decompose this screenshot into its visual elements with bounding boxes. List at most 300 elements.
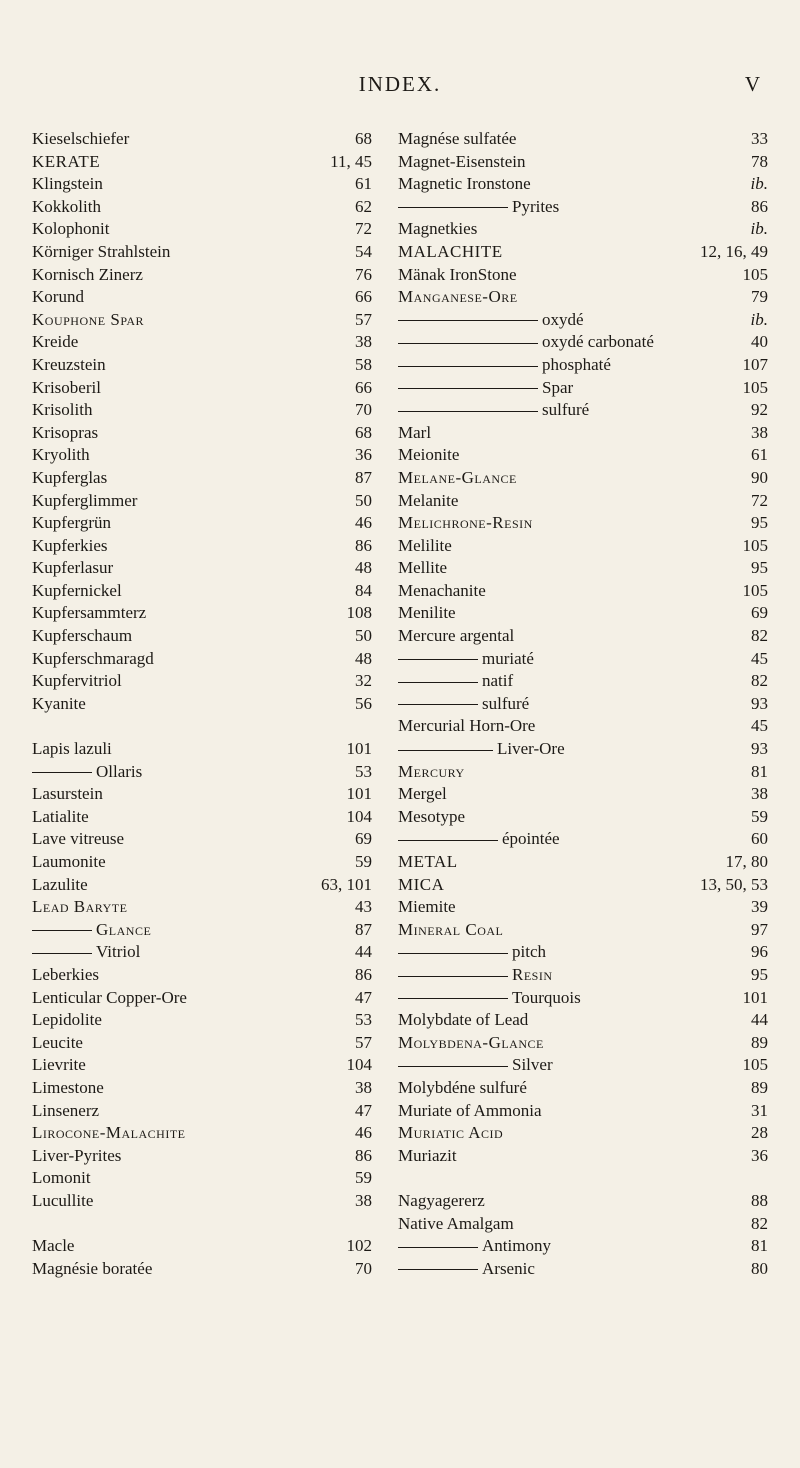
- index-entry: [398, 851, 768, 874]
- entry-term-text: Mercure argental: [398, 626, 515, 646]
- entry-page: 53: [355, 1010, 372, 1030]
- entry-term: [32, 1009, 102, 1032]
- index-entry: [32, 1054, 372, 1077]
- entry-page: 44: [355, 942, 372, 962]
- ditto-dash: [32, 953, 92, 954]
- entry-page: 28: [751, 1123, 768, 1143]
- entry-term-text: Native Amalgam: [398, 1213, 514, 1233]
- entry-term: [398, 1009, 528, 1032]
- entry-page: 97: [751, 919, 768, 939]
- entry-page: 81: [751, 1236, 768, 1256]
- entry-term: [398, 1077, 527, 1100]
- entry-term: [32, 241, 170, 264]
- entry-term-text: Kreuzstein: [32, 354, 106, 374]
- entry-term: [32, 1077, 104, 1100]
- entry-term: [32, 535, 108, 558]
- index-entry: [32, 286, 372, 309]
- index-entry: [398, 761, 768, 784]
- entry-term: [32, 919, 151, 942]
- entry-term-text: Pyrites: [512, 196, 560, 216]
- entry-term-text: sulfuré: [542, 400, 590, 420]
- entry-term: [398, 828, 560, 851]
- entry-term: [32, 309, 144, 332]
- index-entry: [398, 241, 768, 264]
- index-entry: [32, 851, 372, 874]
- entry-page: 93: [751, 693, 768, 713]
- entry-term: [398, 196, 559, 219]
- index-entry: [32, 896, 372, 919]
- entry-term: [398, 1258, 535, 1281]
- entry-term-text: Kupferkies: [32, 535, 108, 555]
- entry-term: [32, 354, 106, 377]
- index-entry: [398, 286, 768, 309]
- entry-term: [32, 196, 101, 219]
- entry-term-text: Lazulite: [32, 874, 88, 894]
- entry-page: 86: [355, 535, 372, 555]
- index-entry: [398, 964, 768, 987]
- index-entry: [398, 1190, 768, 1213]
- index-entry: [398, 580, 768, 603]
- entry-term: [398, 941, 546, 964]
- index-entry: [32, 196, 372, 219]
- entry-page: 13, 50, 53: [700, 874, 768, 894]
- entry-term-text: Menachanite: [398, 580, 486, 600]
- entry-term-text: Kupfersammterz: [32, 603, 147, 623]
- entry-term-text: oxydé: [542, 309, 584, 329]
- entry-term-text: Meionite: [398, 445, 460, 465]
- entry-term-text: Silver: [512, 1055, 553, 1075]
- index-entry: [398, 218, 768, 241]
- entry-term-text: Kieselschiefer: [32, 129, 130, 148]
- index-entry: [32, 738, 372, 761]
- entry-page: 69: [751, 603, 768, 623]
- index-entry: [398, 1077, 768, 1100]
- entry-page: 101: [742, 987, 768, 1007]
- entry-term-text: Marl: [398, 422, 432, 442]
- entry-page: 79: [751, 287, 768, 307]
- entry-term-text: MALACHITE: [398, 241, 503, 261]
- index-entry: [32, 241, 372, 264]
- entry-term: [398, 399, 589, 422]
- entry-term: [32, 128, 129, 151]
- entry-term-text: Leucite: [32, 1032, 83, 1052]
- entry-term-text: Liver-Pyrites: [32, 1145, 122, 1165]
- entry-page: 60: [751, 829, 768, 849]
- index-entry: [32, 580, 372, 603]
- entry-page: 50: [355, 490, 372, 510]
- entry-term-text: Muriatic Acid: [398, 1123, 504, 1143]
- entry-page: 38: [355, 1077, 372, 1097]
- entry-page: 40: [751, 332, 768, 352]
- entry-page: 36: [355, 445, 372, 465]
- entry-page: 70: [355, 1258, 372, 1278]
- entry-term-text: Kupfernickel: [32, 580, 122, 600]
- entry-page: 45: [751, 648, 768, 668]
- entry-term-text: Linsenerz: [32, 1100, 100, 1120]
- entry-page: 68: [355, 129, 372, 148]
- entry-term: [398, 444, 459, 467]
- entry-term: [32, 738, 112, 761]
- entry-term-text: KERATE: [32, 151, 101, 171]
- entry-term-text: Kupfervitriol: [32, 671, 122, 691]
- index-entry: [32, 535, 372, 558]
- entry-term-text: oxydé carbonaté: [542, 332, 654, 352]
- entry-term: [398, 1190, 485, 1213]
- entry-term: [398, 286, 518, 309]
- entry-term: [398, 490, 458, 513]
- entry-page: 58: [355, 354, 372, 374]
- entry-term-text: pitch: [512, 942, 546, 962]
- entry-term-text: muriaté: [482, 648, 534, 668]
- index-entry: [32, 128, 372, 151]
- index-entry: [398, 535, 768, 558]
- entry-term-text: Leberkies: [32, 964, 100, 984]
- index-entry: [32, 1258, 372, 1281]
- index-entry: [398, 670, 768, 693]
- entry-term: [398, 783, 447, 806]
- entry-term: [398, 309, 584, 332]
- index-entry: [32, 1213, 372, 1236]
- entry-page: 78: [751, 151, 768, 171]
- index-entry: [32, 377, 372, 400]
- entry-term-text: Tourquois: [512, 987, 581, 1007]
- entry-term: [398, 377, 573, 400]
- entry-term: [32, 1145, 121, 1168]
- entry-page: 88: [751, 1190, 768, 1210]
- entry-page: 59: [355, 852, 372, 871]
- ditto-dash: [398, 1066, 508, 1067]
- entry-term: [398, 806, 465, 829]
- entry-page: 95: [751, 964, 768, 984]
- entry-page: 95: [751, 513, 768, 533]
- entry-term: [32, 964, 99, 987]
- entry-page: 86: [355, 1145, 372, 1165]
- entry-term: [32, 399, 92, 422]
- entry-page: 86: [355, 964, 372, 984]
- entry-term: [398, 874, 444, 897]
- index-entry: [398, 919, 768, 942]
- entry-page: 50: [355, 626, 372, 646]
- entry-page: 104: [346, 806, 372, 826]
- entry-term: [398, 218, 477, 241]
- entry-term-text: Magnésie boratée: [32, 1258, 153, 1278]
- entry-term-text: Melane-Glance: [398, 467, 517, 487]
- entry-page: 87: [355, 919, 372, 939]
- index-entry: [398, 1032, 768, 1055]
- entry-term: [32, 625, 132, 648]
- entry-page: 68: [355, 422, 372, 442]
- entry-term: [32, 580, 122, 603]
- entry-page: 45: [751, 716, 768, 736]
- entry-term: [32, 828, 124, 851]
- entry-term-text: Lepidolite: [32, 1010, 102, 1030]
- entry-term-text: Ollaris: [96, 761, 143, 781]
- page-header: [0, 72, 800, 112]
- entry-term: [398, 738, 565, 761]
- index-entry: [32, 919, 372, 942]
- entry-page: 33: [751, 129, 768, 148]
- index-entry: [32, 783, 372, 806]
- index-entry: [32, 941, 372, 964]
- entry-page: ib.: [750, 174, 768, 194]
- index-entry: [398, 467, 768, 490]
- entry-page: 66: [355, 287, 372, 307]
- entry-term-text: natif: [482, 671, 514, 691]
- index-entry: [32, 173, 372, 196]
- entry-term-text: Kupferglimmer: [32, 490, 138, 510]
- entry-term: [32, 173, 103, 196]
- entry-page: 72: [751, 490, 768, 510]
- entry-term-text: Molybdéne sulfuré: [398, 1077, 527, 1097]
- entry-term: [398, 987, 581, 1010]
- entry-term-text: Mergel: [398, 784, 447, 804]
- index-entry: [32, 1077, 372, 1100]
- entry-term-text: Kupferlasur: [32, 558, 114, 578]
- entry-page: ib.: [750, 219, 768, 239]
- entry-term-text: Lave vitreuse: [32, 829, 125, 849]
- entry-term: [398, 422, 431, 445]
- index-entry: [398, 806, 768, 829]
- index-entry: [32, 218, 372, 241]
- ditto-dash: [398, 682, 478, 683]
- entry-term: [398, 715, 535, 738]
- entry-page: 17, 80: [725, 852, 768, 871]
- entry-page: 81: [751, 761, 768, 781]
- entry-term-text: Miemite: [398, 897, 456, 917]
- entry-page: 104: [346, 1055, 372, 1075]
- entry-term: [32, 286, 84, 309]
- ditto-dash: [398, 976, 508, 977]
- entry-term: [32, 422, 98, 445]
- ditto-dash: [398, 207, 508, 208]
- entry-page: 39: [751, 897, 768, 917]
- entry-term: [32, 693, 86, 716]
- entry-page: 84: [355, 580, 372, 600]
- entry-page: 38: [355, 332, 372, 352]
- index-entry: [32, 1009, 372, 1032]
- entry-term-text: Laumonite: [32, 852, 106, 871]
- index-entry: [398, 1167, 768, 1190]
- entry-term: [32, 896, 127, 919]
- index-entry: [398, 874, 768, 897]
- entry-page: 95: [751, 558, 768, 578]
- entry-term: [32, 1258, 152, 1281]
- entry-term-text: Menilite: [398, 603, 456, 623]
- index-entry: [398, 331, 768, 354]
- entry-page: 107: [742, 354, 768, 374]
- ditto-dash: [398, 388, 538, 389]
- index-entry: [398, 557, 768, 580]
- entry-page: 38: [751, 422, 768, 442]
- entry-term-text: Kreide: [32, 332, 79, 352]
- index-entry: [32, 331, 372, 354]
- entry-term-text: Lirocone-Malachite: [32, 1123, 186, 1143]
- ditto-dash: [398, 953, 508, 954]
- entry-term-text: Vitriol: [96, 942, 141, 962]
- index-entry: [32, 512, 372, 535]
- entry-term: [398, 512, 533, 535]
- entry-term: [32, 1100, 99, 1123]
- entry-term: [398, 670, 513, 693]
- entry-term-text: Korund: [32, 287, 84, 307]
- index-entry: [32, 693, 372, 716]
- entry-term-text: Lead Baryte: [32, 897, 128, 917]
- index-entry: [398, 128, 768, 151]
- entry-term: [32, 806, 89, 829]
- entry-term: [398, 557, 447, 580]
- entry-term: [32, 648, 154, 671]
- entry-page: 54: [355, 241, 372, 261]
- entry-term: [398, 151, 525, 174]
- index-entry: [32, 874, 372, 897]
- entry-page: 12, 16, 49: [700, 241, 768, 261]
- entry-term: [32, 490, 137, 513]
- index-entry: [398, 1145, 768, 1168]
- entry-term: [32, 444, 90, 467]
- entry-term-text: Molybdate of Lead: [398, 1010, 529, 1030]
- entry-page: 92: [751, 400, 768, 420]
- index-entry: [398, 264, 768, 287]
- page-number: V: [744, 72, 760, 96]
- entry-page: 59: [751, 806, 768, 826]
- index-entry: [32, 987, 372, 1010]
- entry-term-text: METAL: [398, 852, 458, 871]
- entry-term-text: Liver-Ore: [497, 739, 565, 759]
- entry-page: 80: [751, 1258, 768, 1278]
- entry-term: [32, 218, 109, 241]
- entry-term-text: Klingstein: [32, 174, 103, 194]
- index-entry: [32, 151, 372, 174]
- index-entry: [398, 987, 768, 1010]
- entry-page: 46: [355, 1123, 372, 1143]
- entry-term: [32, 1190, 93, 1213]
- entry-page: 89: [751, 1077, 768, 1097]
- entry-page: 38: [751, 784, 768, 804]
- entry-page: 105: [742, 1055, 768, 1075]
- entry-term-text: Lapis lazuli: [32, 739, 112, 759]
- entry-page: 57: [355, 309, 372, 329]
- ditto-dash: [398, 366, 538, 367]
- entry-term-text: MICA: [398, 874, 445, 894]
- entry-page: 48: [355, 648, 372, 668]
- index-entry: [32, 354, 372, 377]
- index-entry: [398, 196, 768, 219]
- index-entry: [398, 625, 768, 648]
- entry-page: 89: [751, 1032, 768, 1052]
- index-entry: [32, 399, 372, 422]
- index-column-left: [32, 128, 372, 1280]
- entry-page: 105: [742, 377, 768, 397]
- ditto-dash: [398, 411, 538, 412]
- index-entry: [32, 625, 372, 648]
- entry-page: 108: [346, 603, 372, 623]
- entry-term: [32, 557, 113, 580]
- entry-term-text: Krisopras: [32, 422, 99, 442]
- index-entry: [32, 490, 372, 513]
- entry-page: 38: [355, 1190, 372, 1210]
- index-entry: [32, 1235, 372, 1258]
- entry-term: [398, 535, 452, 558]
- ditto-dash: [398, 1247, 478, 1248]
- entry-page: 11, 45: [330, 151, 372, 171]
- entry-page: 82: [751, 671, 768, 691]
- entry-page: 62: [355, 196, 372, 216]
- index-entry: [398, 309, 768, 332]
- entry-term: [32, 761, 142, 784]
- index-entry: [398, 693, 768, 716]
- entry-page: 61: [751, 445, 768, 465]
- entry-term-text: Kokkolith: [32, 196, 101, 216]
- entry-term-text: Muriate of Ammonia: [398, 1100, 542, 1120]
- entry-page: 87: [355, 467, 372, 487]
- entry-page: 47: [355, 1100, 372, 1120]
- index-entry: [32, 602, 372, 625]
- index-entry: [398, 490, 768, 513]
- index-entry: [32, 422, 372, 445]
- index-entry: [398, 444, 768, 467]
- ditto-dash: [398, 840, 498, 841]
- index-entry: [398, 1122, 768, 1145]
- entry-term-text: Melilite: [398, 535, 452, 555]
- entry-term-text: Glance: [96, 919, 152, 939]
- entry-term-text: Magnése sulfatée: [398, 129, 517, 148]
- index-entry: [32, 309, 372, 332]
- entry-term: [32, 874, 88, 897]
- entry-term-text: Macle: [32, 1236, 75, 1256]
- entry-term-text: Krisolith: [32, 400, 93, 420]
- index-entry: [398, 828, 768, 851]
- ditto-dash: [32, 930, 92, 931]
- entry-term-text: Krisoberil: [32, 377, 101, 397]
- entry-term-text: Resin: [512, 964, 553, 984]
- entry-term: [398, 648, 534, 671]
- entry-page: 32: [355, 671, 372, 691]
- index-entry: [32, 670, 372, 693]
- entry-term-text: Nagyagererz: [398, 1190, 485, 1210]
- index-entry: [32, 1122, 372, 1145]
- ditto-dash: [398, 320, 538, 321]
- entry-term: [398, 1235, 551, 1258]
- index-entry: [32, 828, 372, 851]
- entry-page: 57: [355, 1032, 372, 1052]
- entry-term-text: Lomonit: [32, 1168, 91, 1188]
- entry-term: [32, 602, 146, 625]
- entry-term-text: Kupferglas: [32, 467, 108, 487]
- ditto-dash: [398, 998, 508, 999]
- entry-page: 69: [355, 829, 372, 849]
- index-entry: [32, 1100, 372, 1123]
- entry-term-text: Arsenic: [482, 1258, 535, 1278]
- entry-term-text: Lievrite: [32, 1055, 86, 1075]
- entry-term-text: Kupferschaum: [32, 626, 133, 646]
- entry-page: 76: [355, 264, 372, 284]
- entry-term: [32, 987, 187, 1010]
- entry-page: 101: [346, 784, 372, 804]
- entry-page: 96: [751, 942, 768, 962]
- entry-term-text: Melichrone-Resin: [398, 513, 533, 533]
- index-entry: [32, 1032, 372, 1055]
- entry-page: 36: [751, 1145, 768, 1165]
- entry-page: 105: [742, 264, 768, 284]
- entry-term: [398, 602, 456, 625]
- entry-term-text: Mellite: [398, 558, 448, 578]
- ditto-dash: [398, 659, 478, 660]
- entry-term: [398, 467, 517, 490]
- entry-page: 102: [346, 1236, 372, 1256]
- entry-term-text: Mineral Coal: [398, 919, 504, 939]
- entry-term-text: Kupfergrün: [32, 513, 111, 533]
- entry-term: [398, 1122, 503, 1145]
